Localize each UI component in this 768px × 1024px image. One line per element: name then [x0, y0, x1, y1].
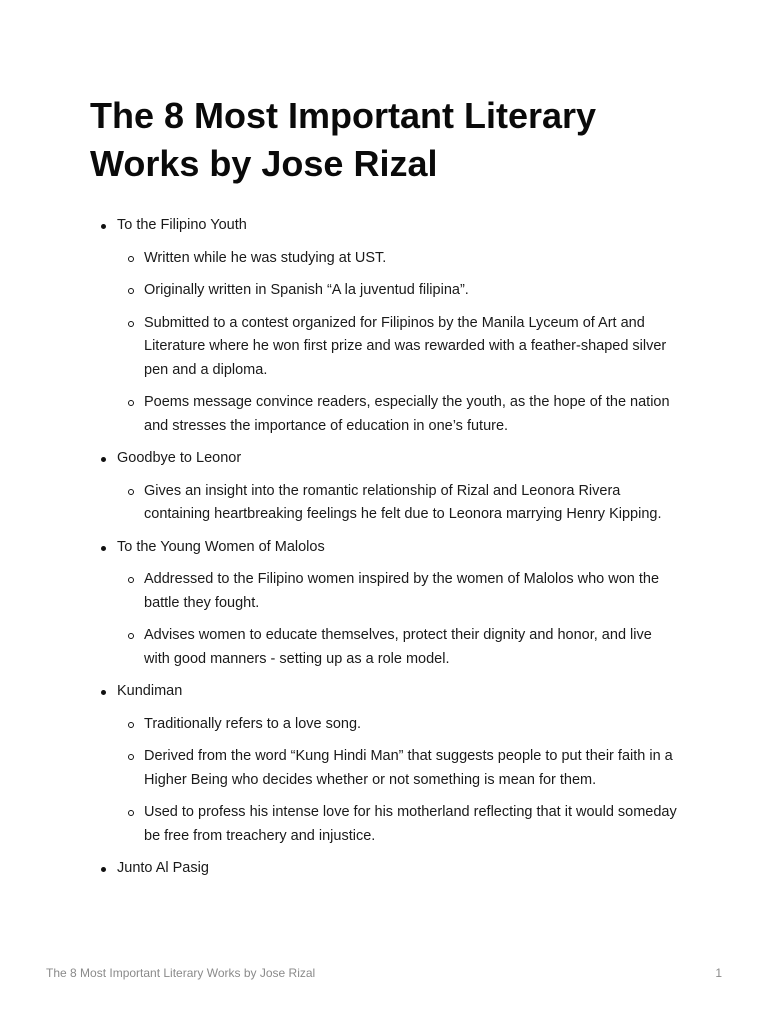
work-detail-item: [117, 624, 680, 671]
work-detail-item: [117, 480, 680, 527]
work-detail-text: Addressed to the Filipino women inspired by the women of Malolos who won the battle they fought.: [144, 571, 660, 611]
document-body: [90, 214, 680, 890]
hollow-bullet-icon: [128, 489, 134, 495]
work-item: [90, 447, 680, 527]
work-detail-item: [117, 391, 680, 438]
work-detail-item: [117, 713, 680, 737]
work-item: [90, 857, 680, 881]
footer-page-number: 1: [715, 966, 722, 980]
work-detail-item: [117, 568, 680, 615]
hollow-bullet-icon: [128, 810, 134, 816]
bullet-icon: [101, 690, 106, 695]
work-heading: Kundiman: [117, 683, 183, 699]
document-title: The 8 Most Important Literary Works by Jose Rizal: [90, 95, 597, 184]
literary-works-list: [90, 214, 680, 881]
work-heading: Goodbye to Leonor: [117, 450, 242, 466]
work-details-list: [117, 568, 680, 671]
work-detail-text: Submitted to a contest organized for Filipinos by the Manila Lyceum of Art and Literature where he won first prize and was rewarded with a feather-shaped silver pen and a diploma.: [144, 314, 667, 378]
hollow-bullet-icon: [128, 722, 134, 728]
work-detail-item: [117, 745, 680, 792]
work-heading: To the Filipino Youth: [117, 217, 247, 233]
work-detail-text: Derived from the word “Kung Hindi Man” that suggests people to put their faith in a Higher Being who decides whether or not something is mean for them.: [144, 748, 673, 788]
work-detail-text: Used to profess his intense love for his motherland reflecting that it would someday be free from treachery and injustice.: [144, 804, 677, 844]
bullet-icon: [101, 546, 106, 551]
bullet-icon: [101, 457, 106, 462]
work-detail-item: [117, 312, 680, 383]
work-details-list: [117, 713, 680, 849]
work-detail-text: Written while he was studying at UST.: [144, 249, 387, 266]
bullet-icon: [101, 224, 106, 229]
work-detail-text: Poems message convince readers, especially the youth, as the hope of the nation and stresses the importance of education in one’s future.: [144, 394, 670, 434]
hollow-bullet-icon: [128, 400, 134, 406]
work-detail-item: [117, 279, 680, 303]
work-details-list: [117, 480, 680, 527]
work-item: [90, 214, 680, 438]
hollow-bullet-icon: [128, 754, 134, 760]
work-detail-text: Gives an insight into the romantic relationship of Rizal and Leonora Rivera containing heartbreaking feelings he felt due to Leonora marrying Henry Kipping.: [144, 482, 662, 522]
work-detail-item: [117, 247, 680, 271]
bullet-icon: [101, 867, 106, 872]
hollow-bullet-icon: [128, 321, 134, 327]
hollow-bullet-icon: [128, 256, 134, 262]
work-detail-text: Traditionally refers to a love song.: [144, 715, 362, 732]
work-detail-text: Originally written in Spanish “A la juventud filipina”.: [144, 282, 469, 298]
work-item: [90, 680, 680, 848]
work-detail-item: [117, 801, 680, 848]
work-heading: To the Young Women of Malolos: [117, 538, 325, 555]
hollow-bullet-icon: [128, 288, 134, 294]
work-item: [90, 536, 680, 672]
footer-document-title: The 8 Most Important Literary Works by Jose Rizal: [46, 966, 316, 980]
work-heading: Junto Al Pasig: [117, 860, 209, 876]
work-detail-text: Advises women to educate themselves, protect their dignity and honor, and live with good manners - setting up as a role model.: [144, 627, 652, 667]
work-details-list: [117, 247, 680, 439]
hollow-bullet-icon: [128, 633, 134, 639]
hollow-bullet-icon: [128, 577, 134, 583]
